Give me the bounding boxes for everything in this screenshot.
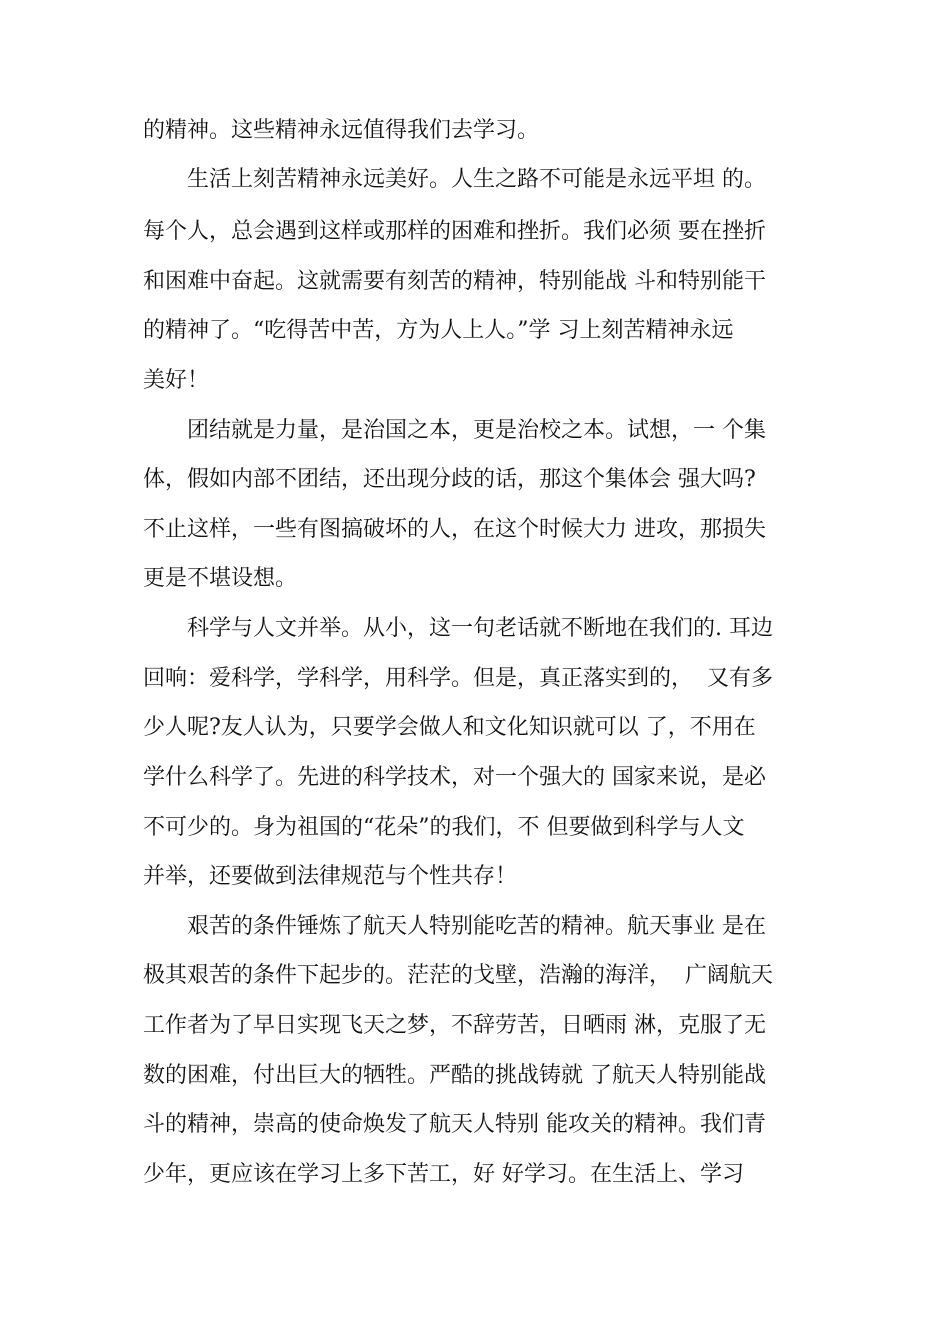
text-line: 不止这样，一些有图搞破坏的人，在这个时候大力 进攻，那损失 [143, 517, 766, 542]
text-line: 科学与人文并举。从小，这一句老话就不断地在我们的. 耳边 [143, 616, 773, 641]
text-line: 每个人，总会遇到这样或那样的困难和挫折。我们必须 要在挫折 [143, 219, 766, 244]
text-line: 美好！ [143, 368, 210, 393]
text-line: 极其艰苦的条件下起步的。茫茫的戈壁，浩瀚的海洋， 广阔航天 [143, 963, 773, 988]
text-line: 回响：爱科学，学科学，用科学。但是，真正落实到的， 又有多 [143, 666, 773, 691]
text-line: 的精神。这些精神永远值得我们去学习。 [143, 118, 540, 143]
text-line: 学什么科学了。先进的科学技术，对一个强大的 国家来说，是必 [143, 765, 766, 790]
text-line: 少年，更应该在学习上多下苦工，好 好学习。在生活上、学习 [143, 1162, 744, 1187]
text-line: 斗的精神，崇高的使命焕发了航天人特别 能攻关的精神。我们青 [143, 1112, 766, 1137]
text-line: 体，假如内部不团结，还出现分歧的话，那这个集体会 强大吗? [143, 467, 756, 492]
text-line: 生活上刻苦精神永远美好。人生之路不可能是永远平坦 的。 [143, 167, 766, 192]
text-line: 更是不堪设想。 [143, 566, 298, 591]
text-line: 数的困难，付出巨大的牺牲。严酷的挑战铸就 了航天人特别能战 [143, 1063, 766, 1088]
text-line: 少人呢?友人认为，只要学会做人和文化知识就可以 了，不用在 [143, 715, 756, 740]
text-line: 艰苦的条件锤炼了航天人特别能吃苦的精神。航天事业 是在 [143, 914, 766, 939]
text-line: 和困难中奋起。这就需要有刻苦的精神，特别能战 斗和特别能干 [143, 269, 766, 294]
text-line: 工作者为了早日实现飞天之梦，不辞劳苦，日晒雨 淋，克服了无 [143, 1013, 766, 1038]
text-line: 的精神了。“吃得苦中苦，方为人上人。”学 习上刻苦精神永远 [143, 318, 734, 343]
text-line: 团结就是力量，是治国之本，更是治校之本。试想，一 个集 [143, 418, 766, 443]
text-line: 并举，还要做到法律规范与个性共存！ [143, 864, 518, 889]
text-line: 不可少的。身为祖国的“花朵”的我们，不 但要做到科学与人文 [143, 815, 745, 840]
